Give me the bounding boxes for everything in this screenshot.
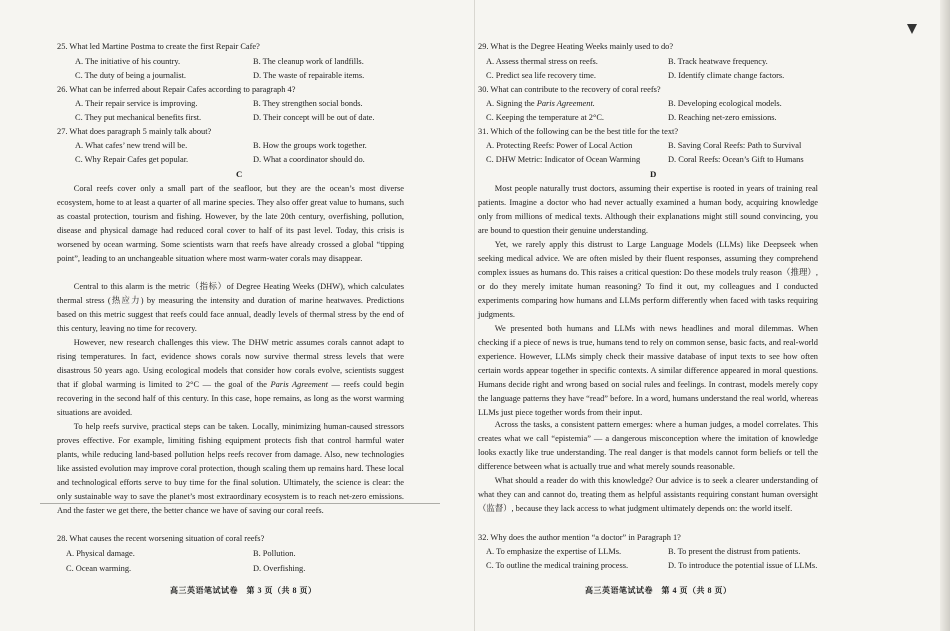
passage-c-paragraph-2: Central to this alarm is the metric（指标）of Degree Heating Weeks (DHW), which calculates thermal stress (热应力) by measuring the intensity and duration of marine heatwaves. Predictions based on this metric suggest that reefs could face annual, deadly levels of thermal stress by the end of this century, leaving no time for recovery. [57, 282, 404, 333]
question-29-option-c: C. Predict sea life recovery time. [486, 71, 596, 80]
question-25-option-d: D. The waste of repairable items. [253, 71, 365, 80]
page-4-footer: 高三英语笔试试卷 第 4 页（共 8 页） [585, 586, 732, 595]
question-31-option-a: A. Protecting Reefs: Power of Local Action [486, 141, 633, 150]
question-30-option-a-term: Paris Agreement. [536, 99, 595, 108]
section-c-heading: C [236, 169, 243, 179]
question-32-option-d: D. To introduce the potential issue of LLMs. [668, 561, 818, 570]
question-29-stem: 29. What is the Degree Heating Weeks mainly used to do? [478, 42, 674, 51]
page-3-footer: 高三英语笔试试卷 第 3 页（共 8 页） [170, 586, 317, 595]
question-29-option-d: D. Identify climate change factors. [668, 71, 785, 80]
question-32-stem: 32. Why does the author mention “a doctor” in Paragraph 1? [478, 533, 681, 542]
fold-crease-line [40, 503, 440, 504]
passage-d-paragraph-4: Across the tasks, a consistent pattern emerges: where a human judges, a model correlates. This creates what we call “epistemia” — a dangerous misconception where the imitation of knowledge looks exactly like true understanding. The real danger is that models cannot form beliefs or tell the difference between what is actually true and what merely sounds reasonable. [478, 420, 818, 471]
question-25-option-c: C. The duty of being a journalist. [75, 71, 187, 80]
question-30-stem: 30. What can contribute to the recovery of coral reefs? [478, 85, 661, 94]
question-25-option-a: A. The initiative of his country. [75, 57, 181, 66]
question-26-option-b: B. They strengthen social bonds. [253, 99, 363, 108]
passage-c-paragraph-4: To help reefs survive, practical steps can be taken. Locally, minimizing human-caused stressors proves effective. For example, limiting fishing equipment protects fish that control harmful water plants, while reducing land-based pollution helps reefs recover from damage. Also, new technologies like assisted evolution may improve coral protection, though scaling them up remains hard. These local and technological efforts serve to buy time for the final solution. Ultimately, the science is clear: the only sustainable way to save the planet’s most extraordinary ecosystem is to reach net-zero emissions. And the faster we get there, the better chance we have of saving our coral reefs. [57, 422, 404, 515]
question-28-option-d: D. Overfishing. [253, 564, 306, 573]
section-d-heading: D [650, 169, 657, 179]
question-27-option-c: C. Why Repair Cafes get popular. [75, 155, 189, 164]
question-29-option-b: B. Track heatwave frequency. [668, 57, 768, 66]
question-31-stem: 31. Which of the following can be the best title for the text? [478, 127, 679, 136]
question-27-stem: 27. What does paragraph 5 mainly talk about? [57, 127, 212, 136]
question-25-option-b: B. The cleanup work of landfills. [253, 57, 364, 66]
passage-d-paragraph-1: Most people naturally trust doctors, assuming their expertise is rooted in years of training real patients. Imagine a doctor who had never actually examined a human body, acquiring knowledge only from millions of medical texts. Although their explanations might still sound convincing, you are bound to question their genuine understanding. [478, 184, 818, 235]
question-30-option-b: B. Developing ecological models. [668, 99, 782, 108]
question-26-stem: 26. What can be inferred about Repair Cafes according to paragraph 4? [57, 85, 296, 94]
question-28-option-c: C. Ocean warming. [66, 564, 132, 573]
question-30-option-a-prefix: A. Signing the [486, 99, 537, 108]
question-32-option-b: B. To present the distrust from patients. [668, 547, 801, 556]
question-27-option-a: A. What cafes’ new trend will be. [75, 141, 188, 150]
question-28-option-b: B. Pollution. [253, 549, 296, 558]
question-26-option-c: C. They put mechanical benefits first. [75, 113, 202, 122]
question-30-option-a [486, 97, 595, 111]
question-28-stem: 28. What causes the recent worsening situation of coral reefs? [57, 534, 265, 543]
question-26-option-d: D. Their concept will be out of date. [253, 113, 375, 122]
passage-c-paragraph-1: Coral reefs cover only a small part of the seafloor, but they are the ocean’s most diverse ecosystem, home to at least a quarter of all marine species. They also offer great value to humans, such as coastal protection, tourism and fishing. However, by the late 20th century, overfishing, pollution, disease and physical damage had reduced coral cover to half of its past level. Today, this crisis is worsened by ocean warming. Some scientists warn that reefs have already crossed a global “tipping point”, leading to an unchangeable situation where most warm-water corals may disappear. [57, 184, 404, 263]
question-26-option-a: A. Their repair service is improving. [75, 99, 198, 108]
question-31-option-d: D. Coral Reefs: Ocean’s Gift to Humans [668, 155, 804, 164]
question-28-option-a: A. Physical damage. [66, 549, 135, 558]
question-29-option-a: A. Assess thermal stress on reefs. [486, 57, 598, 66]
passage-d-paragraph-2: Yet, we rarely apply this distrust to Large Language Models (LLMs) like Deepseek when seeking medical advice. We are often misled by their fluent responses, assuming they comprehend complex issues as humans do. This raises a critical question: Do these models truly reason（推理）, or do they merely imitate human reasoning? To find it out, my colleagues and I conducted experiments comparing how humans and LLMs perform differently when faced with tasks requiring judgments. [478, 240, 818, 319]
question-31-option-c: C. DHW Metric: Indicator of Ocean Warming [486, 155, 641, 164]
question-27-option-b: B. How the groups work together. [253, 141, 367, 150]
passage-c-paragraph-3 [57, 336, 404, 420]
question-30-option-c: C. Keeping the temperature at 2°C. [486, 113, 605, 122]
passage-c-paragraph-3-text-a: However, new research challenges this view. The DHW metric assumes corals cannot adapt to rising temperatures. In fact, evidence shows corals now survive thermal stress levels that were disastrous 50 years ago. Using ecological models that consider how corals evolve, scientists suggest that if global warming is limited to 2°C — the goal of the [57, 338, 404, 389]
question-30-option-d: D. Reaching net-zero emissions. [668, 113, 777, 122]
page-4 [475, 0, 950, 631]
passage-d-paragraph-5: What should a reader do with this knowledge? Our advice is to seek a clearer understanding of what they can and cannot do, treating them as helpful assistants requiring constant human oversight（监督）, because they lack access to what judgment ultimately depends on: the world itself. [478, 476, 818, 513]
question-32-option-a: A. To emphasize the expertise of LLMs. [486, 547, 622, 556]
question-31-option-b: B. Saving Coral Reefs: Path to Survival [668, 141, 802, 150]
question-32-option-c: C. To outline the medical training process. [486, 561, 629, 570]
question-27-option-d: D. What a coordinator should do. [253, 155, 365, 164]
passage-d-paragraph-3: We presented both humans and LLMs with news headlines and moral dilemmas. When checking if a piece of news is true, humans tend to rely on common sense, basic facts, and real-world experience. However, LLMs simply check their massive database of input texts to see how often certain words appear together in specific contexts. A similar difference appeared in moral questions. Humans decide right and wrong based on social rules and feelings. In contrast, models merely copy the language patterns they have “read” before. In a word, humans understand the real world, whereas LLMs just piece together words from their input. [478, 324, 818, 417]
passage-c-paragraph-3-text-b: — reefs could begin recovering in the second half of this century. In this case, hope remains, as long as the worst warming situations are avoided. [57, 380, 404, 417]
paris-agreement-term: Paris Agreement [270, 380, 328, 389]
question-25-stem: 25. What led Martine Postma to create the first Repair Cafe? [57, 42, 260, 51]
